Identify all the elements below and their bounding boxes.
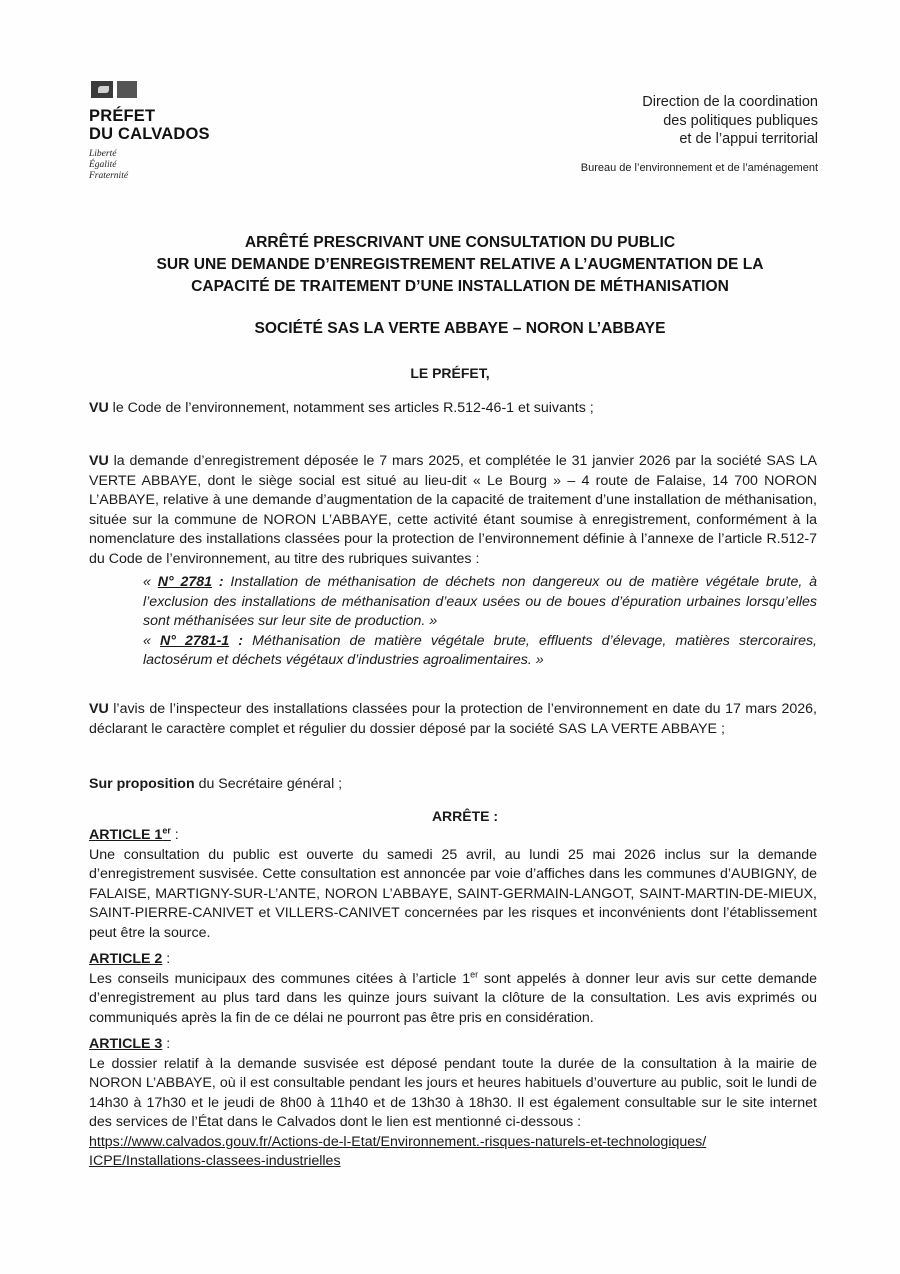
issuer-name: PRÉFET DU CALVADOS bbox=[89, 107, 210, 143]
vu-paragraph-3: VU l’avis de l’inspecteur des installations classées pour la protection de l’environnement en date du 17 mars 2026, déclarant le caractère complet et régulier du dossier déposé par la société SAS LA VERTE ABBAYE ; bbox=[89, 701, 817, 737]
article-3 bbox=[89, 1035, 817, 1172]
article-text: Une consultation du public est ouverte du samedi 25 avril, au lundi 25 mai 2026 inclus sur la demande d’enregistrement susvisée. Cette consultation est annoncée par voie d’affiches dans les communes d’AUBIGNY, de FALAISE, MARTIGNY-SUR-L’ANTE, NORON L’ABBAYE, SAINT-GERMAIN-LANGOT, SAINT-MARTIN-DE-MIEUX, SAINT-PIERRE-CANIVET et VILLERS-CANIVET concernées par les risques et inconvénients dont l’établissement peut être la source. bbox=[89, 846, 817, 941]
article-text: Les conseils municipaux des communes citées à l’article 1er sont appelés à donner leur avis sur cette demande d’enregistrement au plus tard dans les quinze jours suivant la clôture de la consultation. Les avis exprimés ou communiqués après la fin de ce délai ne pourront pas être pris en considération. bbox=[89, 968, 817, 1026]
rubrique-item: « N° 2781-1 : Méthanisation de matière végétale brute, effluents d’élevage, matières stercoraires, lactosérum et déchets végétaux d’industries agroalimentaires. » bbox=[143, 632, 817, 668]
article-1 bbox=[89, 826, 817, 943]
arrete-heading: ARRÊTE : bbox=[431, 808, 499, 824]
document-title: ARRÊTÉ PRESCRIVANT UNE CONSULTATION DU PUBLIC SUR UNE DEMANDE D’ENREGISTREMENT RELATIVE A L’AUGMENTATION DE LA CAPACITÉ DE TRAITEMENT D’UNE INSTALLATION DE MÉTHANISATION bbox=[156, 234, 764, 295]
article-title: ARTICLE 1er : bbox=[89, 825, 179, 843]
rubrique-item: « N° 2781 : Installation de méthanisation de déchets non dangereux ou de matière végétale brute, à l’exclusion des installations de méthanisation d’eaux usées ou de boues d’épuration urbaines lorsqu’elles sont méthanisées sur leur site de production. » bbox=[143, 574, 817, 629]
article-text: Le dossier relatif à la demande susvisée est déposé pendant toute la durée de la consultation à la mairie de NORON L’ABBAYE, où il est consultable pendant les jours et heures habituels d’ouverture au public, soit le lundi de 14h30 à 17h30 et le jeudi de 8h00 à 11h40 et de 13h30 à 18h30. Il est également consultable sur le site internet des services de l’État dans le Calvados dont le lien est mentionné ci-dessous : bbox=[89, 1055, 817, 1130]
vu-paragraph-1: VU le Code de l’environnement, notamment ses articles R.512-46-1 et suivants ; bbox=[89, 400, 594, 416]
le-prefet-heading: LE PRÉFET, bbox=[410, 365, 490, 381]
document-subtitle: SOCIÉTÉ SAS LA VERTE ABBAYE – NORON L’ABBAYE bbox=[254, 320, 666, 337]
proposition-paragraph: Sur proposition du Secrétaire général ; bbox=[89, 776, 343, 792]
rubriques-list bbox=[143, 573, 817, 671]
article-title: ARTICLE 3 : bbox=[89, 1036, 171, 1052]
prefecture-logo-block bbox=[89, 81, 249, 182]
marianne-logo-icon bbox=[91, 81, 249, 101]
article-title: ARTICLE 2 : bbox=[89, 951, 171, 967]
article-2 bbox=[89, 950, 817, 1028]
republic-motto: Liberté Égalité Fraternité bbox=[89, 149, 129, 181]
vu-paragraph-2: VU la demande d’enregistrement déposée le 7 mars 2025, et complétée le 31 janvier 2026 par la société SAS LA VERTE ABBAYE, dont le siège social est situé au lieu-dit « Le Bourg » – 4 route de Falaise, 14 700 NORON L’ABBAYE, relative à une demande d’augmentation de la capacité de traitement d’une installation de méthanisation, située sur la commune de NORON L’ABBAYE, cette activité étant soumise à enregistrement, conformément à la nomenclature des installations classées pour la protection de l’environnement définie à l’annexe de l’article R.512-7 du Code de l’environnement, au titre des rubriques suivantes : bbox=[89, 453, 817, 567]
bureau-heading: Bureau de l’environnement et de l’aménagement bbox=[580, 162, 818, 174]
prefecture-website-link[interactable]: https://www.calvados.gouv.fr/Actions-de-l-Etat/Environnement.-risques-naturels-et-technologiques/ ICPE/Installations-classees-industrielles bbox=[89, 1133, 707, 1169]
direction-heading: Direction de la coordination des politiques publiques et de l’appui territorial bbox=[642, 94, 818, 147]
